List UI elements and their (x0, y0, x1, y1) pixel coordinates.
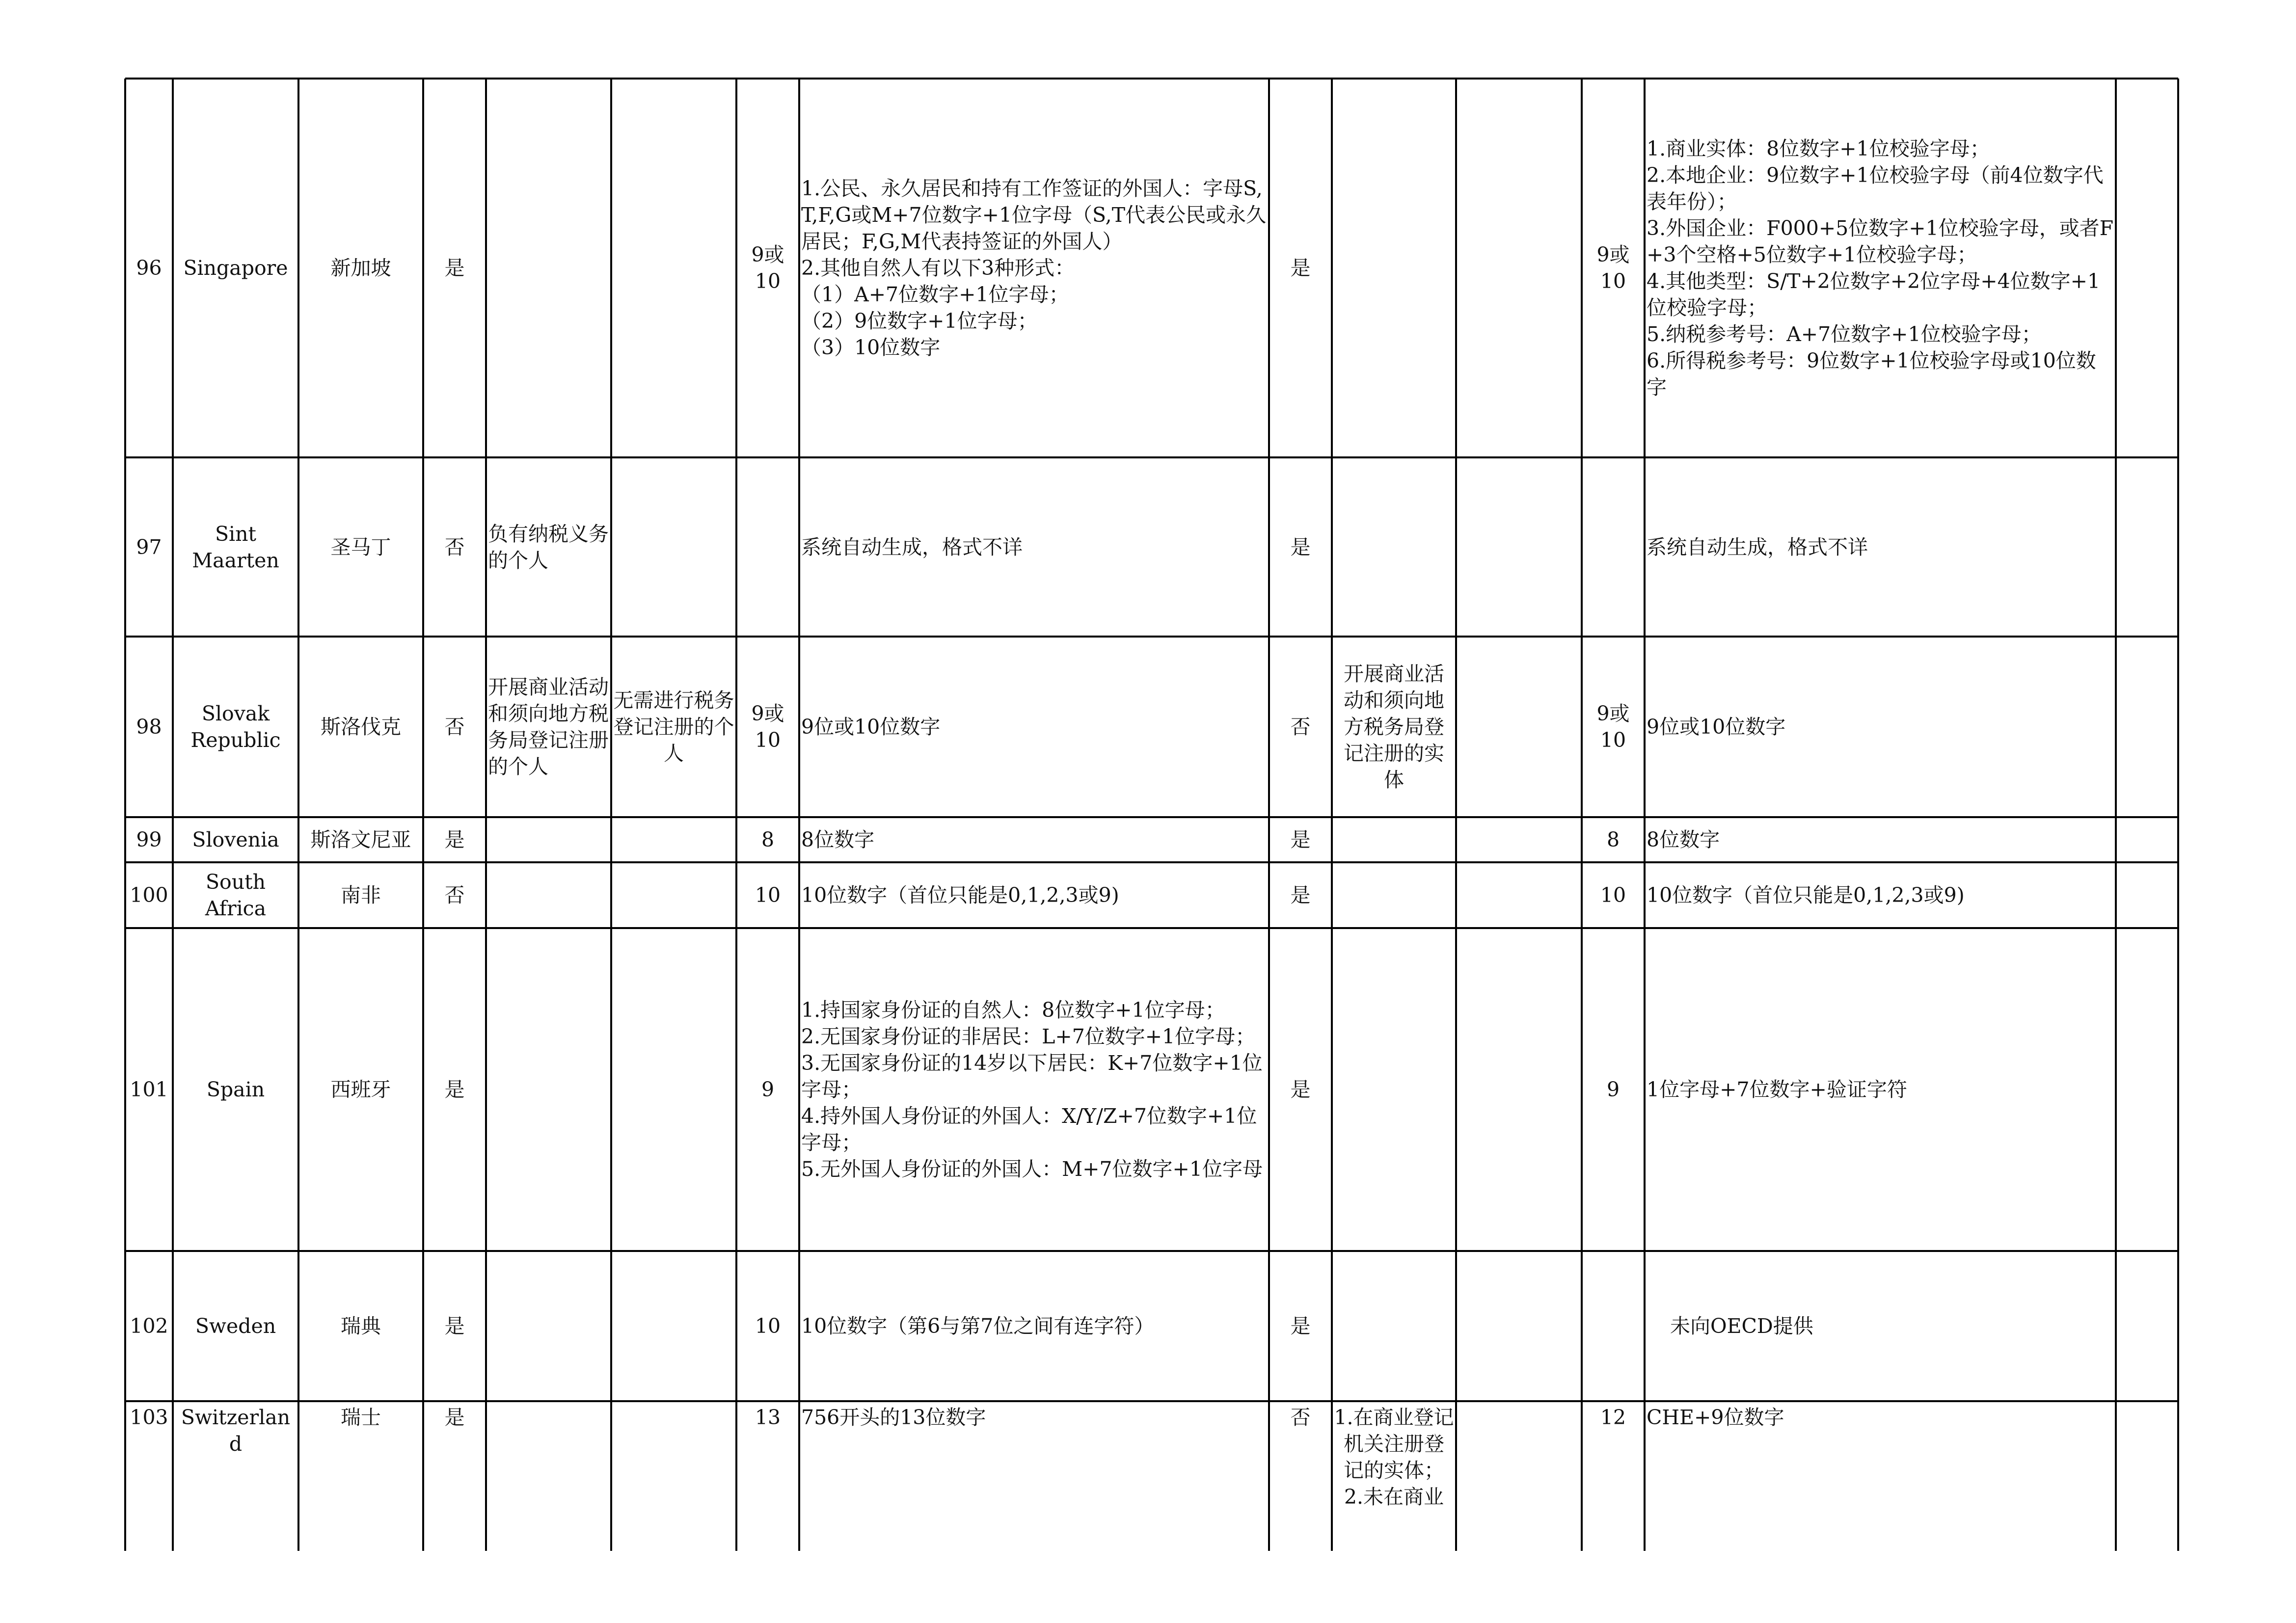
row-number-text: 97 (136, 535, 162, 559)
individual-tin-length-text: 10 (755, 1314, 781, 1338)
country-cn-text: 瑞典 (341, 1314, 381, 1338)
row-number-text: 100 (130, 883, 168, 907)
country-cn-text: 新加坡 (330, 256, 391, 280)
entity-tin-length-text: 10 (1600, 883, 1626, 907)
individual-tin-issued-text: 是 (444, 1078, 465, 1101)
individual-tin-length-text: 9或 10 (751, 243, 784, 293)
entity-tin-issued-text: 是 (1290, 883, 1311, 907)
country-en-text: South Africa (205, 870, 267, 920)
entity-tin-format-text: 系统自动生成，格式不详 (1647, 535, 1868, 559)
country-cn-text: 南非 (341, 883, 381, 907)
individual-tin-issued-text: 否 (444, 715, 465, 739)
entity-tin-issued-text: 否 (1290, 715, 1311, 739)
individual-tin-issued-text: 是 (444, 828, 465, 851)
individual-scope-b-text: 无需进行税务登记注册的个人 (613, 689, 734, 765)
entity-tin-issued-text: 是 (1290, 1314, 1311, 1338)
entity-tin-length-text: 9 (1606, 1078, 1620, 1101)
individual-tin-issued-text: 否 (444, 883, 465, 907)
entity-tin-length-text: 9或 10 (1596, 243, 1630, 293)
entity-tin-format-text: 1.商业实体：8位数字+1位校验字母； 2.本地企业：9位数字+1位校验字母（前4位数字代表年份）； 3.外国企业：F000+5位数字+1位校验字母，或者F+3个空格+5位数字+1位校验字母； 4.其他类型：S/T+2位数字+2位字母+4位数字+1位校验字母； 5.纳税参考号：A+7位数字+1位校验字母； 6.所得税参考号：9位数字+1位校验字母或10位数字 (1647, 137, 2114, 399)
country-en-text: Slovak Republic (190, 702, 281, 752)
individual-tin-length-text: 9 (761, 1078, 775, 1101)
individual-tin-format-text: 8位数字 (801, 828, 875, 851)
entity-tin-length-text: 8 (1606, 828, 1620, 851)
entity-tin-issued-text: 是 (1290, 256, 1311, 280)
row-number-text: 102 (130, 1314, 168, 1338)
individual-tin-issued-text: 是 (444, 1314, 465, 1338)
individual-tin-issued-text: 否 (444, 535, 465, 559)
individual-tin-format-text: 10位数字（首位只能是0,1,2,3或9) (801, 883, 1119, 907)
country-en-text: Slovenia (192, 828, 279, 851)
country-cn-text: 斯洛伐克 (321, 715, 401, 739)
individual-tin-length-text: 13 (755, 1406, 781, 1429)
entity-tin-format-text: 未向OECD提供 (1670, 1314, 1813, 1338)
individual-tin-length-text: 8 (761, 828, 775, 851)
country-en-text: Sweden (195, 1314, 276, 1338)
entity-tin-format-text: 1位字母+7位数字+验证字符 (1647, 1078, 1907, 1101)
entity-tin-format-text: CHE+9位数字 (1647, 1406, 1784, 1429)
entity-tin-issued-text: 是 (1290, 1078, 1311, 1101)
individual-tin-format-text: 9位或10位数字 (801, 715, 941, 739)
entity-tin-issued-text: 是 (1290, 535, 1311, 559)
row-number-text: 103 (130, 1406, 168, 1429)
entity-scope-a-text: 1.在商业登记机关注册登记的实体； 2.未在商业 (1334, 1406, 1454, 1509)
row-number-text: 101 (130, 1078, 168, 1101)
individual-tin-format-text: 系统自动生成，格式不详 (801, 535, 1023, 559)
entity-scope-a-text: 开展商业活动和须向地方税务局登记注册的实体 (1344, 662, 1444, 792)
individual-scope-a-text: 负有纳税义务的个人 (488, 522, 609, 572)
entity-tin-format-text: 10位数字（首位只能是0,1,2,3或9) (1647, 883, 1965, 907)
entity-tin-issued-text: 否 (1290, 1406, 1311, 1429)
individual-tin-format-text: 1.持国家身份证的自然人：8位数字+1位字母； 2.无国家身份证的非居民：L+7位数字+1位字母； 3.无国家身份证的14岁以下居民：K+7位数字+1位字母； 4.持外国人身份证的外国人：X/Y/Z+7位数字+1位字母； 5.无外国人身份证的外国人：M+7位数字+1位字母 (801, 998, 1263, 1181)
row-number-text: 99 (136, 828, 162, 851)
entity-tin-length-text: 12 (1600, 1406, 1626, 1429)
row-number-text: 96 (136, 256, 162, 280)
entity-tin-format-text: 8位数字 (1647, 828, 1720, 851)
row-number-text: 98 (136, 715, 162, 739)
individual-tin-issued-text: 是 (444, 256, 465, 280)
entity-tin-format-text: 9位或10位数字 (1647, 715, 1786, 739)
individual-tin-format-text: 10位数字（第6与第7位之间有连字符） (801, 1314, 1155, 1338)
individual-tin-format-text: 1.公民、永久居民和持有工作签证的外国人：字母S,T,F,G或M+7位数字+1位字母（S,T代表公民或永久居民；F,G,M代表持签证的外国人） 2.其他自然人有以下3种形式： （1）A+7位数字+1位字母； （2）9位数字+1位字母； （3）10位数字 (801, 177, 1267, 359)
country-cn-text: 斯洛文尼亚 (310, 828, 411, 851)
individual-tin-length-text: 9或 10 (751, 702, 784, 752)
country-cn-text: 西班牙 (330, 1078, 391, 1101)
individual-scope-a-text: 开展商业活动和须向地方税务局登记注册的个人 (488, 675, 609, 778)
individual-tin-issued-text: 是 (444, 1406, 465, 1429)
country-en-text: Singapore (183, 256, 288, 280)
individual-tin-length-text: 10 (755, 883, 781, 907)
country-cn-text: 瑞士 (341, 1406, 381, 1429)
country-en-text: Switzerland (181, 1406, 291, 1456)
country-en-text: Sint Maarten (192, 522, 279, 572)
individual-tin-format-text: 756开头的13位数字 (801, 1406, 986, 1429)
country-en-text: Spain (206, 1078, 265, 1101)
entity-tin-length-text: 9或 10 (1596, 702, 1630, 752)
entity-tin-issued-text: 是 (1290, 828, 1311, 851)
country-cn-text: 圣马丁 (330, 535, 391, 559)
